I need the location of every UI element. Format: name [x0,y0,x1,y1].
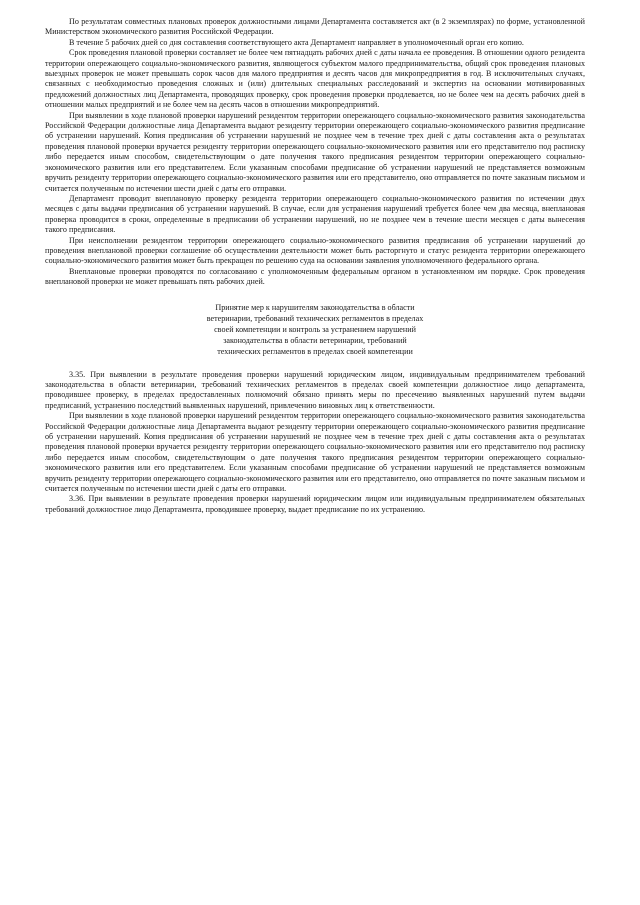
paragraph-inspection-term: Срок проведения плановой проверки составляет не более чем пятнадцать рабочих дней с даты начала ее проведения. В отношении одного резидента территории опережающего социально-экономического развития, являющегося субъектом малого предпринимательства, общий срок проведения плановых выездных проверок не может превышать сорок часов для малого предприятия и десять часов для микропредприятия в год. В исключительных случаях, связанных с необходимостью проведения сложных и (или) длительных специальных расследований и экспертиз на основании мотивированных предложений должностных лиц Департамента, проводящих проверку, срок проведения проверки продлевается, но не более чем на десять рабочих дней в отношении малых предприятий и не более чем на десять часов в отношении микропредприятий. [45,48,585,110]
section-heading-line: Принятие мер к нарушителям законодательства в области [215,302,415,312]
section-heading [45,302,585,358]
section-heading-line: своей компетенции и контроль за устранением нарушений [214,324,416,334]
section-heading-line: ветеринарии, требований технических регламентов в пределах [206,313,424,323]
paragraph-violation-order-repeat: При выявлении в ходе плановой проверки нарушений резидентом территории опережающего социально-экономического развития законодательства Российской Федерации должностные лица Департамента выдают резиденту территории опережающего социально-экономического развития предписание об устранении нарушений. Копия предписания об устранении нарушений не позднее чем в течение трех дней с даты составления акта о результатах проведения плановой проверки вручается резиденту территории опережающего социально-экономического развития или его представителю под расписку либо передается иным способом, свидетельствующим о дате получения такого предписания резидентом территории опережающего социально-экономического развития или его представителем. Если указанным способами предписание об устранении нарушений не представляется возможным вручить резиденту территории опережающего социально-экономического развития или его представителю, оно отправляется по почте заказным письмом и считается полученным по истечении шести дней с даты его отправки. [45,411,585,494]
section-heading-line: технических регламентов в пределах своей компетенции [217,347,413,357]
document-page [45,17,585,515]
paragraph-violation-order: При выявлении в ходе плановой проверки нарушений резидентом территории опережающего социально-экономического развития законодательства Российской Федерации должностные лица Департамента выдают резиденту территории опережающего социально-экономического развития предписание об устранении нарушений. Копия предписания об устранении нарушений не позднее чем в течение трех дней с даты составления акта о результатах проведения плановой проверки вручается резиденту территории опережающего социально-экономического развития или его представителю под расписку либо передается иным способом, свидетельствующим о дате получения такого предписания резидентом территории опережающего социально-экономического развития или его представителем. Если указанным способами предписание об устранении нарушений не представляется возможным вручить резиденту территории опережающего социально-экономического развития или его представителю, оно отправляется по почте заказным письмом и считается полученным по истечении шести дней с даты его отправки. [45,110,585,193]
paragraph-3-36: 3.36. При выявлении в результате проведения проверки нарушений юридическим лицом или индивидуальным предпринимателем обязательных требований должностное лицо Департамента, проводившее проверку, выдает предписание по их устранению. [45,494,585,514]
paragraph-unscheduled-term: Внеплановые проверки проводятся по согласованию с уполномоченным федеральным органом в установленном им порядке. Срок проведения внеплановой проверки не может превышать пять рабочих дней. [45,266,585,287]
paragraph-act-copies: По результатам совместных плановых проверок должностными лицами Департамента составляется акт (в 2 экземплярах) по форме, установленной Министерством экономического развития Российской Федерации. [45,17,585,37]
section-heading-line: законодательства в области ветеринарии, требований [223,336,407,346]
paragraph-copy-sending: В течение 5 рабочих дней со дня составления соответствующего акта Департамент направляет в уполномоченный орган его копию. [69,37,524,47]
paragraph-nonfulfillment: При неисполнении резидентом территории опережающего социально-экономического развития предписания об устранении нарушений до проведения внеплановой проверки соглашение об осуществлении деятельности может быть расторгнуто и статус резидента территории опережающего социально-экономического развития может быть прекращен по решению суда на основании заявления уполномоченного федерального органа. [45,235,585,266]
paragraph-unscheduled-inspection: Департамент проводит внеплановую проверку резидента территории опережающего социально-экономического развития по истечении двух месяцев с даты выдачи предписания об устранении нарушений. В случае, если для устранения нарушений требуется более чем два месяца, внеплановая проверка проводится в сроки, определенные в предписании об устранении нарушений, но не позднее чем в течение шести месяцев с даты вынесения такого предписания. [45,193,585,235]
paragraph-3-35: 3.35. При выявлении в результате проведения проверки нарушений юридическим лицом, индивидуальным предпринимателем требований законодательства в области ветеринарии, требований технических регламентов в пределах своей компетенции должностное лицо департамента, проводившее проверку, в пределах предоставленных полномочий обязано принять меры по пресечению выявленных нарушений путем выдачи предписаний, устранению последствий выявленных нарушений, привлечению виновных лиц к ответственности. [45,369,585,410]
